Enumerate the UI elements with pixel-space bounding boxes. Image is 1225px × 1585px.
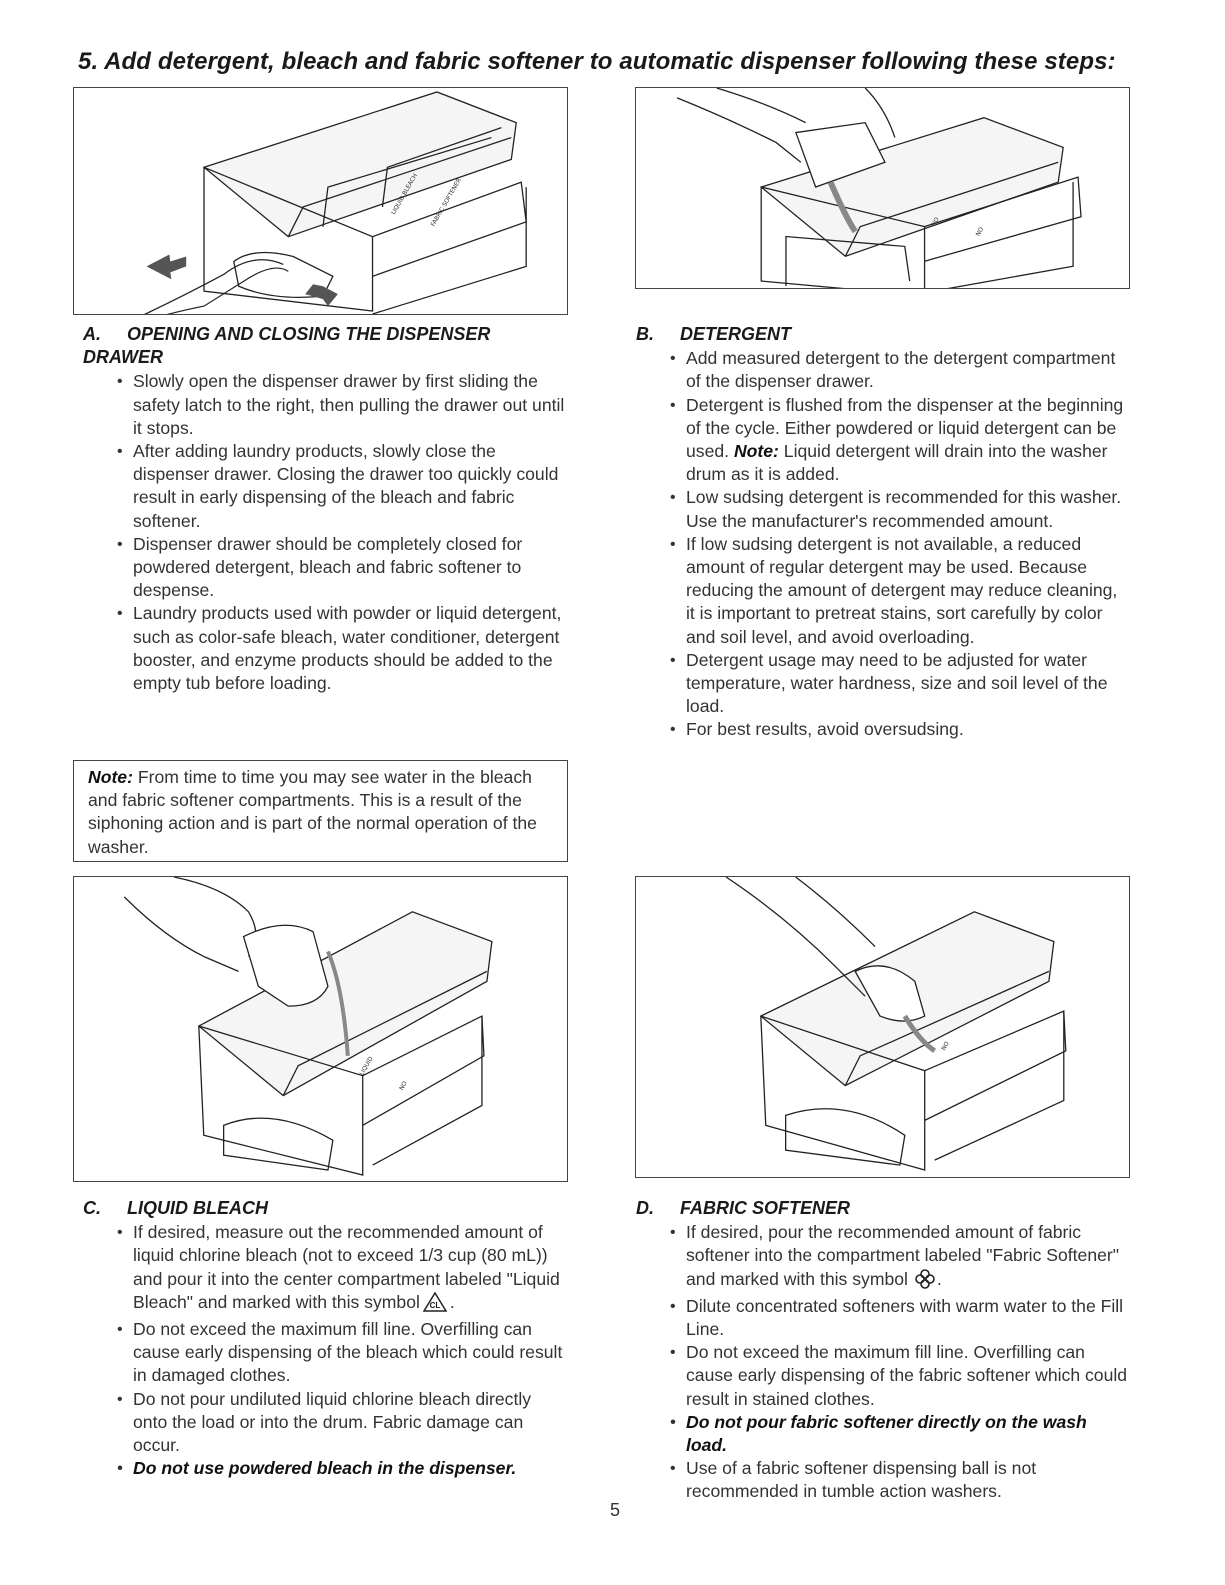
section-a-heading (83, 323, 568, 369)
section-c-bullet1-text: If desired, measure out the recommended amount of liquid chlorine bleach (not to exceed 1/3 cup (80 mL)) and pour it into the center compartment labeled "Liquid Bleach" and marked with this symbol (133, 1222, 560, 1312)
bleach-pouring-illustration (74, 877, 567, 1181)
section-a-bullet: • Laundry products used with powder or liquid detergent, such as color-safe bleach, water conditioner, detergent booster, and enzyme products should be added to the empty tub before loading. (133, 602, 568, 695)
section-c-bullet: • Do not exceed the maximum fill line. Overfilling can cause early dispensing of the bleach which could result in damaged clothes. (133, 1318, 568, 1388)
section-d-warning-bullet: • Do not pour fabric softener directly on the wash load. (686, 1411, 1130, 1457)
svg-text:LIQUID: LIQUID (358, 1055, 375, 1077)
section-c-bullets (83, 1221, 568, 1480)
section-b-bullets (636, 347, 1130, 741)
section-b-bullet: • If low sudsing detergent is not available, a reduced amount of regular detergent may be used. Because reducing the amount of detergent may reduce cleaning, it is important to pretreat stains, sort carefully by color and soil level, and avoid overloading. (686, 533, 1130, 649)
section-detergent (636, 323, 1130, 742)
section-d-heading (636, 1197, 1130, 1220)
section-b-bullet: • Add measured detergent to the detergent compartment of the dispenser drawer. (686, 347, 1130, 393)
chlorine-symbol-text: CL (429, 1300, 441, 1310)
section-liquid-bleach (83, 1197, 568, 1480)
section-a-letter: A. (83, 324, 101, 344)
section-b-heading (636, 323, 1130, 346)
section-a-bullet: • Dispenser drawer should be completely closed for powdered detergent, bleach and fabric softener to despense. (133, 533, 568, 603)
section-c-bullet1-end: . (449, 1291, 455, 1312)
section-c-heading (83, 1197, 568, 1220)
detergent-pouring-illustration (636, 88, 1129, 288)
svg-text:NO: NO (974, 226, 986, 238)
section-a-bullets (83, 370, 568, 695)
note-text: From time to time you may see water in the bleach and fabric softener compartments. This is a result of the siphoning action and is part of the normal operation of the washer. (88, 767, 537, 857)
section-d-bullets (636, 1221, 1130, 1503)
section-d-bullet: • Do not exceed the maximum fill line. Overfilling can cause early dispensing of the fabric softener which could result in stained clothes. (686, 1341, 1130, 1411)
fabric-softener-pouring-illustration (636, 877, 1129, 1177)
section-d-bullet1-end: . (936, 1268, 942, 1289)
section-d-title: FABRIC SOFTENER (680, 1198, 851, 1218)
svg-text:NO: NO (940, 1040, 951, 1052)
section-c-letter: C. (83, 1198, 101, 1218)
section-opening-closing (83, 323, 568, 695)
section-b-letter: B. (636, 324, 654, 344)
section-c-warning-bullet: • Do not use powdered bleach in the dispenser. (133, 1457, 568, 1480)
note-box (73, 760, 568, 862)
section-d-letter: D. (636, 1198, 654, 1218)
figure-liquid-bleach (73, 876, 568, 1182)
page-title: 5. Add detergent, bleach and fabric softener to automatic dispenser following these steps: (78, 48, 1116, 75)
section-c-bullet: • Do not pour undiluted liquid chlorine bleach directly onto the load or into the drum. Fabric damage can occur. (133, 1388, 568, 1458)
figure-detergent (635, 87, 1130, 289)
figure-fabric-softener (635, 876, 1130, 1178)
section-fabric-softener (636, 1197, 1130, 1504)
section-b-bullet: • Low sudsing detergent is recommended for this washer. Use the manufacturer's recommended amount. (686, 486, 1130, 532)
figure-opening-drawer (73, 87, 568, 315)
svg-text:NO: NO (398, 1080, 409, 1092)
section-d-bullet (686, 1221, 1130, 1295)
section-a-title: OPENING AND CLOSING THE DISPENSER DRAWER (83, 324, 491, 368)
section-d-bullet: • Dilute concentrated softeners with warm water to the Fill Line. (686, 1295, 1130, 1341)
section-c-title: LIQUID BLEACH (127, 1198, 268, 1218)
chlorine-bleach-symbol-icon (422, 1292, 448, 1318)
page-number: 5 (609, 1500, 620, 1520)
section-b-bullet2-text: Detergent is flushed from the dispenser at the beginning of the cycle. Either powdered or liquid detergent can be used. (686, 394, 1124, 462)
section-d-bullet1-text: If desired, pour the recommended amount of fabric softener into the compartment labeled "Fabric Softener" and marked with this symbol (686, 1222, 1120, 1289)
note-label: Note: (88, 767, 133, 787)
dispenser-drawer-opening-illustration (74, 88, 567, 314)
svg-text:NO: NO (930, 216, 941, 228)
section-b-bullet2-after: Liquid detergent will drain into the washer drum as it is added. (686, 441, 1108, 485)
section-b-bullet: • For best results, avoid oversudsing. (686, 718, 1130, 741)
drawer-label-fabric-softener: FABRIC SOFTENER (429, 177, 463, 228)
section-b-note-label: Note: (733, 441, 779, 462)
fabric-softener-flower-symbol-icon (915, 1269, 935, 1295)
section-c-bullet (133, 1221, 568, 1318)
section-a-bullet: • After adding laundry products, slowly close the dispenser drawer. Closing the drawer too quickly could result in early dispensing of the bleach and fabric softener. (133, 440, 568, 533)
section-b-bullet: • Detergent usage may need to be adjusted for water temperature, water hardness, size and soil level of the load. (686, 649, 1130, 719)
section-b-title: DETERGENT (680, 324, 792, 344)
section-b-bullet (686, 394, 1130, 487)
section-d-bullet: • Use of a fabric softener dispensing ball is not recommended in tumble action washers. (686, 1457, 1130, 1503)
section-a-bullet: • Slowly open the dispenser drawer by first sliding the safety latch to the right, then pulling the drawer out until it stops. (133, 370, 568, 440)
drawer-label-liquid-bleach: LIQUID BLEACH (390, 172, 420, 216)
